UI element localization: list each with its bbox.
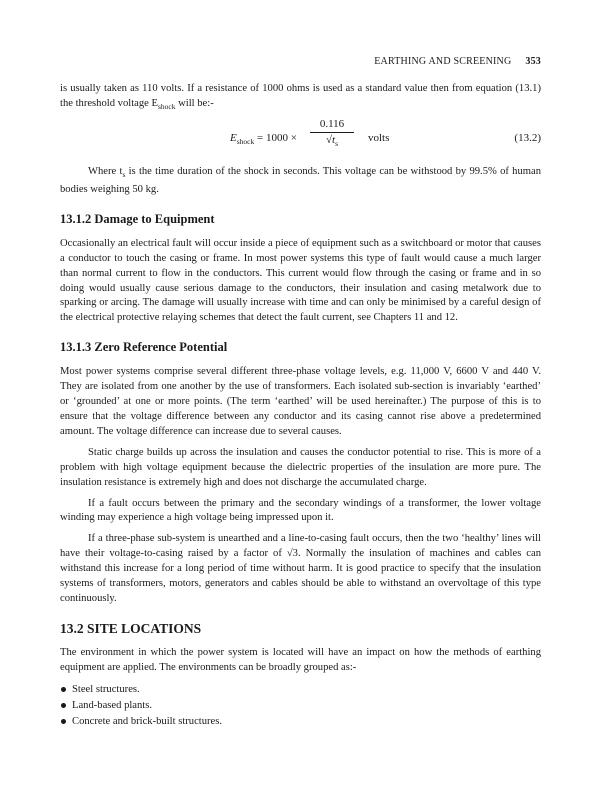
- equation-numerator: 0.116: [310, 118, 354, 133]
- list-item: Concrete and brick-built structures.: [60, 714, 541, 730]
- section-heading-13-1-2: 13.1.2 Damage to Equipment: [60, 211, 215, 226]
- environment-list: [60, 682, 541, 730]
- zero-ref-paragraph-3: If a fault occurs between the primary and the secondary windings of a transformer, the lower voltage winding may experience a high voltage being impressed upon it.: [60, 497, 541, 524]
- where-paragraph: Where $t_s$ is the time duration of the shock in seconds. This voltage can be withstood by 99.5% of human bodies weighing 50 kg.: [60, 165, 541, 195]
- equation-denominator: $√t_s$: [325, 133, 338, 149]
- intro-paragraph: is usually taken as 110 volts. If a resistance of 1000 ohms is used as a standard value then from equation (13.1) the threshold voltage $E_{shock}$ will be:-: [60, 83, 541, 112]
- running-title: EARTHING AND SCREENING: [374, 56, 512, 67]
- equation-fraction: [310, 118, 354, 148]
- list-item: Land-based plants.: [60, 698, 541, 714]
- zero-ref-paragraph-1: Most power systems comprise several different three-phase voltage levels, e.g. 11,000 V, 6600 V and 440 V. They are isolated from one another by the use of transformers. Each isolated sub-section is invariably ‘earthed’ or ‘grounded’ at one or more points. (The term ‘earthed’ will be used hereinafter.) The purpose of this is to ensure that the voltage difference between any conductor and its casing cannot rise above a predetermined amount. The voltage difference can increase due to several causes.: [60, 366, 541, 437]
- section-heading-13-2: 13.2 SITE LOCATIONS: [60, 620, 202, 636]
- equation-number: (13.2): [514, 131, 541, 144]
- equation-13-2: [60, 117, 541, 163]
- section-heading-13-1-3: 13.1.3 Zero Reference Potential: [60, 340, 228, 355]
- equation-lhs: $E_{shock} = 1000$ ×: [230, 131, 297, 147]
- list-item: Steel structures.: [60, 682, 541, 698]
- running-header: [60, 56, 541, 67]
- zero-ref-paragraph-2: Static charge builds up across the insulation and causes the conductor potential to rise. This is more of a problem with high voltage equipment because the dielectric properties of the insulation are more pure. The insulation resistance is extremely high and does not discharge the accumulated charge.: [60, 446, 541, 488]
- page-number: 353: [525, 56, 541, 67]
- damage-paragraph: Occasionally an electrical fault will occur inside a piece of equipment such as a switchboard or motor that causes a conductor to touch the casing or frame. In most power systems this type of fault would cause a much larger than normal current to flow in the conductors. This current would flow through the casing or frame and in so doing would usually cause serious damage to the conductors, their insulation and casing metalwork due to sparking or arcing. The damage will usually increase with time and can only be minimised by a careful design of the electrical protective relaying schemes that detect the fault current, see Chapters 11 and 12.: [60, 237, 541, 324]
- equation-unit: volts: [368, 131, 390, 144]
- site-locations-paragraph: The environment in which the power system is located will have an impact on how the methods of earthing equipment are applied. The environments can be broadly grouped as:-: [60, 646, 541, 673]
- zero-ref-paragraph-4: If a three-phase sub-system is unearthed and a line-to-casing fault occurs, then the two ‘healthy’ lines will have their voltage-to-casing raised by a factor of √3. Normally the insulation of machines and cables can withstand this increase for a long period of time without harm. It is good practice to specify that the insulation systems of transformers, motors, generators and cables should be able to withstand an overvoltage of this type continuously.: [60, 533, 541, 604]
- page-body: [60, 82, 541, 730]
